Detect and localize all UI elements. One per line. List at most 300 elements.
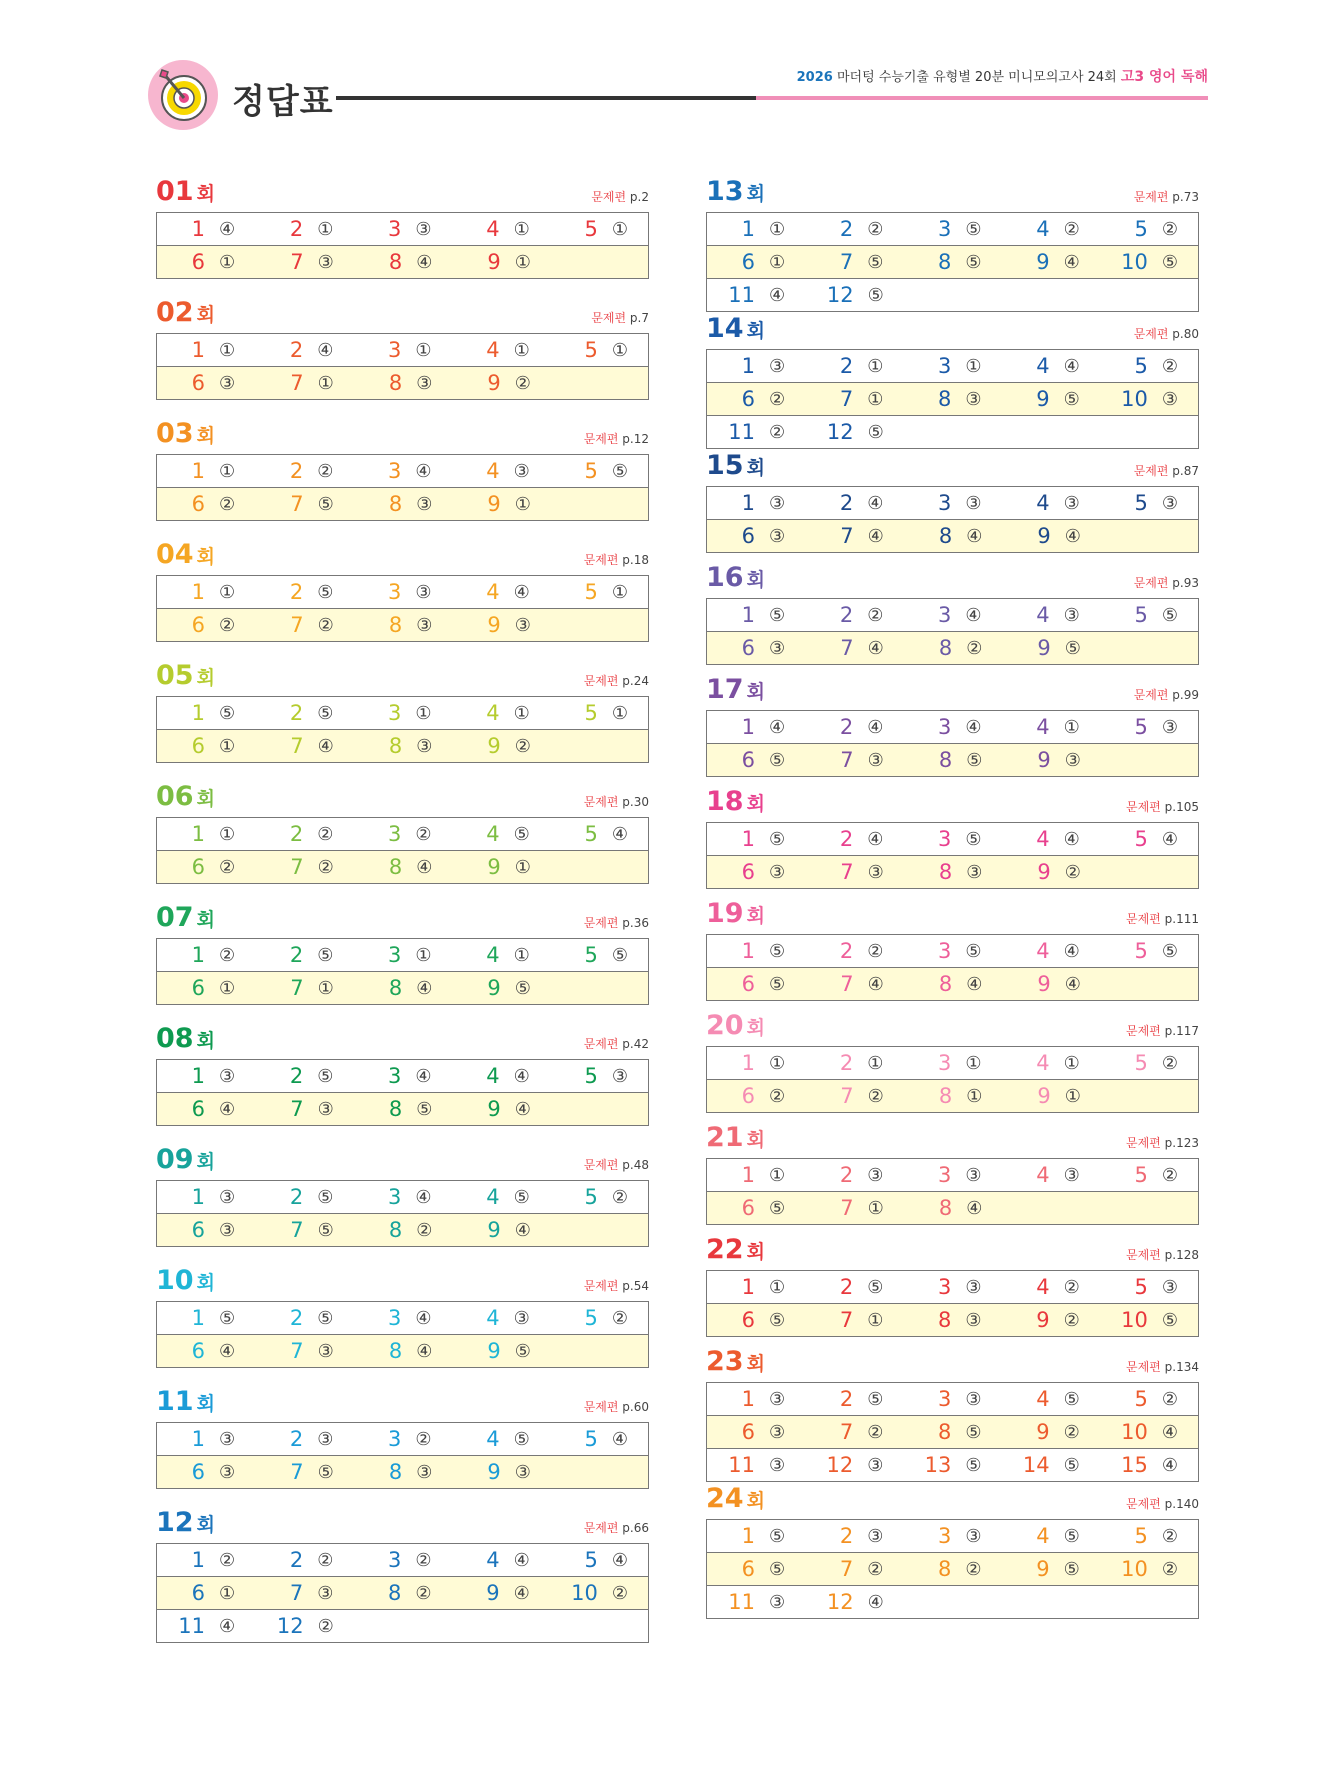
- answer-cell: [353, 459, 451, 483]
- exam-block-header: [706, 670, 1199, 710]
- exam-page-ref: [584, 1519, 649, 1536]
- question-number: 1: [191, 580, 205, 604]
- answer-choice: ④: [317, 339, 334, 361]
- answer-cell: [255, 1548, 353, 1572]
- exam-hoe-label: 회: [196, 1272, 215, 1294]
- answer-cell: [353, 338, 451, 362]
- question-number: 1: [191, 1064, 205, 1088]
- answer-choice: ③: [867, 749, 884, 771]
- answer-choice: ④: [867, 525, 884, 547]
- question-number: 4: [486, 1306, 500, 1330]
- answer-choice: ⑤: [416, 1098, 433, 1120]
- answer-cell: [157, 217, 255, 241]
- answer-choice: ⑤: [965, 1421, 982, 1443]
- question-number: 4: [1036, 1051, 1050, 1075]
- answer-choice: ②: [415, 1549, 432, 1571]
- answer-choice: ②: [769, 1085, 786, 1107]
- question-number: 3: [938, 939, 952, 963]
- question-number: 5: [1134, 1051, 1148, 1075]
- question-number: 6: [191, 492, 205, 516]
- question-number: 8: [938, 636, 953, 660]
- question-number: 10: [1121, 1420, 1148, 1444]
- question-number: 3: [938, 1275, 952, 1299]
- question-number: 7: [839, 1308, 854, 1332]
- question-number: 9: [1037, 636, 1051, 660]
- exam-block-header: [156, 777, 649, 817]
- page-ref-label: 문제편: [1126, 800, 1161, 814]
- answer-cell: [354, 250, 453, 274]
- question-number: 4: [486, 1427, 500, 1451]
- question-number: 1: [741, 491, 755, 515]
- answer-grid: [156, 333, 649, 400]
- answer-choice: ①: [219, 735, 236, 757]
- answer-choice: ③: [965, 1525, 982, 1547]
- answer-cell: [157, 1427, 255, 1451]
- answer-choice: ⑤: [769, 940, 786, 962]
- answer-choice: ①: [769, 1164, 786, 1186]
- answer-cell: [353, 822, 451, 846]
- answer-cell: [707, 1163, 805, 1187]
- question-number: 8: [938, 250, 952, 274]
- answer-choice: ③: [769, 1591, 786, 1613]
- exam-block-09: [156, 1140, 649, 1247]
- question-number: 1: [191, 1548, 205, 1572]
- question-number: 12: [826, 1453, 854, 1477]
- question-number: 8: [938, 860, 953, 884]
- answer-cell: [903, 387, 1001, 411]
- answer-choice: ③: [1161, 1276, 1178, 1298]
- exam-hoe-label: 회: [746, 1490, 765, 1512]
- exam-page-ref: [591, 309, 649, 326]
- question-number: 11: [728, 283, 755, 307]
- answer-cell: [1002, 827, 1100, 851]
- answer-cell: [1100, 1051, 1198, 1075]
- answer-cell: [707, 491, 805, 515]
- question-number: 2: [289, 1064, 304, 1088]
- answer-cell: [1002, 217, 1100, 241]
- question-number: 12: [826, 1590, 854, 1614]
- answer-choice: ②: [317, 856, 334, 878]
- answer-cell: [805, 1453, 903, 1477]
- exam-block-header: [706, 1118, 1199, 1158]
- question-number: 1: [741, 827, 755, 851]
- answer-choice: ②: [1161, 355, 1178, 377]
- answer-choice: ③: [965, 1388, 982, 1410]
- exam-hoe-label: 회: [746, 1017, 765, 1039]
- question-number: 5: [1134, 1387, 1148, 1411]
- question-number: 8: [388, 250, 403, 274]
- question-number: 7: [290, 250, 304, 274]
- answer-choice: ①: [611, 702, 628, 724]
- answer-choice: ①: [219, 823, 236, 845]
- exam-block-12: [156, 1503, 649, 1643]
- answer-cell: [1100, 354, 1198, 378]
- question-number: 7: [290, 1339, 304, 1363]
- answer-choice: ②: [415, 1428, 432, 1450]
- answer-choice: ④: [1064, 973, 1081, 995]
- answer-choice: ④: [867, 716, 884, 738]
- answer-choice: ②: [611, 1582, 628, 1604]
- answer-choice: ①: [867, 388, 884, 410]
- exam-block-header: [156, 898, 649, 938]
- question-number: 1: [741, 939, 755, 963]
- answer-cell: [903, 491, 1001, 515]
- question-number: 6: [191, 1097, 205, 1121]
- question-number: 7: [840, 1084, 854, 1108]
- answer-cell: [1003, 972, 1102, 996]
- exam-hoe-label: 회: [196, 1514, 215, 1536]
- question-number: 6: [741, 1557, 755, 1581]
- question-number: 7: [290, 613, 304, 637]
- answer-choice: ④: [966, 1197, 983, 1219]
- exam-number: [706, 1483, 765, 1514]
- exam-block-header: [156, 1019, 649, 1059]
- answer-choice: ⑤: [317, 1461, 334, 1483]
- page-ref-label: 문제편: [583, 674, 619, 688]
- exam-number-value: 19: [706, 898, 744, 929]
- answer-cell: [256, 1614, 355, 1638]
- answer-cell: [805, 1275, 903, 1299]
- answer-cell: [354, 855, 453, 879]
- title-rule: [336, 96, 756, 100]
- exam-block-17: [706, 670, 1199, 777]
- question-number: 9: [487, 1218, 501, 1242]
- question-number: 9: [487, 976, 501, 1000]
- answer-choice: ①: [513, 339, 530, 361]
- answer-cell: [707, 250, 805, 274]
- answer-choice: ④: [416, 251, 433, 273]
- question-number: 8: [388, 492, 403, 516]
- answer-choice: ①: [769, 1052, 786, 1074]
- answer-choice: ③: [219, 1461, 236, 1483]
- answer-cell: [157, 976, 256, 1000]
- question-number: 1: [191, 459, 205, 483]
- exam-number-value: 08: [156, 1023, 194, 1054]
- question-number: 15: [1121, 1453, 1148, 1477]
- answer-choice: ③: [219, 1428, 236, 1450]
- question-number: 7: [290, 1218, 304, 1242]
- exam-block-header: [706, 309, 1199, 349]
- answer-cell: [550, 701, 648, 725]
- answer-cell: [1002, 1275, 1100, 1299]
- answer-cell: [1100, 217, 1198, 241]
- answer-row: [157, 971, 648, 1004]
- question-number: 4: [486, 338, 500, 362]
- answer-choice: ③: [415, 581, 432, 603]
- question-number: 6: [741, 1196, 755, 1220]
- question-number: 1: [741, 1387, 755, 1411]
- answer-cell: [452, 1427, 550, 1451]
- answer-choice: ⑤: [867, 421, 884, 443]
- exam-number-value: 11: [156, 1386, 194, 1417]
- answer-cell: [157, 1218, 256, 1242]
- question-number: 4: [1036, 354, 1050, 378]
- exam-block-22: [706, 1230, 1199, 1337]
- question-number: 7: [839, 1420, 854, 1444]
- answer-choice: ②: [611, 1186, 628, 1208]
- answer-choice: ⑤: [219, 1307, 236, 1329]
- page-ref-value: p.117: [1164, 1024, 1199, 1038]
- answer-cell: [707, 1453, 805, 1477]
- question-number: 4: [486, 217, 500, 241]
- answer-cell: [354, 1218, 453, 1242]
- exam-page-ref: [1126, 1134, 1199, 1151]
- answer-choice: ⑤: [513, 1428, 530, 1450]
- question-number: 10: [1121, 387, 1148, 411]
- answer-cell: [256, 734, 355, 758]
- answer-cell: [1100, 1557, 1198, 1581]
- answer-choice: ④: [415, 460, 432, 482]
- answer-row: [157, 1576, 648, 1609]
- answer-choice: ⑤: [1161, 940, 1178, 962]
- question-number: 6: [191, 1460, 205, 1484]
- answer-choice: ③: [1063, 604, 1080, 626]
- answer-choice: ④: [219, 1615, 236, 1637]
- page-ref-value: p.42: [622, 1037, 649, 1051]
- question-number: 9: [487, 371, 501, 395]
- exam-block-07: [156, 898, 649, 1005]
- answer-choice: ⑤: [317, 1186, 334, 1208]
- answer-cell: [1002, 1420, 1100, 1444]
- question-number: 2: [839, 939, 854, 963]
- answer-choice: ⑤: [317, 493, 334, 515]
- answer-choice: ⑤: [965, 940, 982, 962]
- exam-block-24: [706, 1479, 1199, 1619]
- answer-choice: ②: [867, 604, 884, 626]
- answer-choice: ③: [415, 218, 432, 240]
- page-ref-label: 문제편: [1126, 912, 1161, 926]
- question-number: 2: [839, 715, 854, 739]
- answer-choice: ①: [769, 218, 786, 240]
- answer-cell: [707, 1387, 805, 1411]
- question-number: 3: [938, 1163, 952, 1187]
- question-number: 10: [1121, 1308, 1148, 1332]
- answer-choice: ③: [1064, 749, 1081, 771]
- exam-page-ref: [584, 551, 649, 568]
- exam-number: [156, 1265, 215, 1296]
- page-ref-label: 문제편: [583, 795, 619, 809]
- answer-choice: ⑤: [867, 1388, 884, 1410]
- answer-choice: ③: [317, 251, 334, 273]
- answer-cell: [805, 1387, 903, 1411]
- answer-choice: ⑤: [1063, 1525, 1080, 1547]
- answer-choice: ④: [513, 1582, 530, 1604]
- answer-choice: ④: [965, 604, 982, 626]
- answer-choice: ⑤: [965, 1454, 982, 1476]
- answer-choice: ④: [219, 1340, 236, 1362]
- answer-cell: [353, 217, 451, 241]
- question-number: 5: [584, 822, 598, 846]
- answer-choice: ④: [1063, 251, 1080, 273]
- answer-cell: [1003, 748, 1102, 772]
- answer-cell: [354, 613, 453, 637]
- answer-cell: [453, 492, 552, 516]
- answer-cell: [453, 613, 552, 637]
- answer-cell: [1100, 491, 1198, 515]
- answer-cell: [903, 1420, 1001, 1444]
- exam-block-13: [706, 172, 1199, 312]
- exam-block-header: [156, 1503, 649, 1543]
- exam-hoe-label: 회: [196, 788, 215, 810]
- question-number: 4: [486, 580, 500, 604]
- page-ref-label: 문제편: [583, 1158, 619, 1172]
- answer-choice: ①: [317, 977, 334, 999]
- answer-cell: [1002, 715, 1100, 739]
- answer-row: [157, 366, 648, 399]
- answer-cell: [256, 1339, 355, 1363]
- answer-choice: ③: [769, 1454, 786, 1476]
- exam-hoe-label: 회: [196, 304, 215, 326]
- answer-choice: ⑤: [965, 218, 982, 240]
- page-ref-value: p.2: [629, 190, 649, 204]
- answer-cell: [452, 1185, 550, 1209]
- answer-cell: [903, 603, 1001, 627]
- exam-number: [156, 1507, 215, 1538]
- answer-grid: [706, 1519, 1199, 1619]
- exam-hoe-label: 회: [196, 1393, 215, 1415]
- answer-choice: ①: [317, 218, 334, 240]
- answer-cell: [707, 1051, 805, 1075]
- answer-choice: ②: [1161, 1388, 1178, 1410]
- exam-number-value: 14: [706, 313, 744, 344]
- target-icon: [148, 60, 218, 130]
- answer-cell: [806, 1084, 905, 1108]
- answer-choice: ④: [514, 1098, 531, 1120]
- answer-cell: [550, 580, 648, 604]
- answer-choice: ④: [219, 218, 236, 240]
- answer-cell: [1002, 1051, 1100, 1075]
- answer-cell: [353, 1581, 451, 1605]
- answer-choice: ⑤: [769, 1309, 786, 1331]
- answer-cell: [157, 1306, 255, 1330]
- exam-page-ref: [1126, 1495, 1199, 1512]
- answer-cell: [157, 701, 255, 725]
- question-number: 8: [388, 1218, 403, 1242]
- answer-cell: [256, 613, 355, 637]
- question-number: 8: [938, 524, 953, 548]
- question-number: 9: [487, 855, 501, 879]
- answer-grid: [706, 349, 1199, 449]
- exam-number-value: 23: [706, 1346, 744, 1377]
- answer-cell: [452, 701, 550, 725]
- answer-cell: [903, 1308, 1001, 1332]
- answer-choice: ⑤: [769, 1197, 786, 1219]
- exam-number-value: 22: [706, 1234, 744, 1265]
- answer-grid: [706, 710, 1199, 777]
- question-number: 3: [388, 580, 402, 604]
- page-ref-label: 문제편: [591, 311, 627, 325]
- answer-row: [707, 599, 1198, 631]
- answer-choice: ⑤: [769, 604, 786, 626]
- question-number: 8: [388, 1097, 403, 1121]
- answer-row: [157, 1423, 648, 1455]
- book-grade: 고3 영어 독해: [1120, 69, 1208, 85]
- exam-number-value: 07: [156, 902, 194, 933]
- question-number: 3: [388, 1427, 402, 1451]
- page-ref-label: 문제편: [1133, 464, 1169, 478]
- question-number: 4: [1036, 217, 1050, 241]
- question-number: 1: [191, 943, 205, 967]
- answer-cell: [550, 1306, 648, 1330]
- answer-choice: ②: [219, 614, 236, 636]
- question-number: 13: [924, 1453, 952, 1477]
- answer-choice: ④: [867, 1591, 884, 1613]
- answer-choice: ①: [1064, 1085, 1081, 1107]
- question-number: 1: [741, 1275, 755, 1299]
- question-number: 6: [741, 524, 755, 548]
- question-number: 1: [741, 1051, 755, 1075]
- answer-cell: [452, 338, 550, 362]
- answer-choice: ④: [415, 1307, 432, 1329]
- exam-number: [156, 1144, 215, 1175]
- question-number: 6: [741, 1308, 755, 1332]
- question-number: 9: [487, 613, 501, 637]
- exam-number: [706, 313, 765, 344]
- exam-block-18: [706, 782, 1199, 889]
- exam-number: [706, 1010, 765, 1041]
- answer-cell: [805, 1163, 903, 1187]
- question-number: 9: [1037, 748, 1051, 772]
- answer-choice: ③: [1161, 388, 1178, 410]
- answer-cell: [255, 1306, 353, 1330]
- answer-cell: [1003, 860, 1102, 884]
- answer-choice: ③: [769, 492, 786, 514]
- answer-choice: ⑤: [769, 1525, 786, 1547]
- answer-choice: ⑤: [317, 1307, 334, 1329]
- answer-row: [707, 278, 1198, 311]
- question-number: 8: [388, 855, 403, 879]
- answer-choice: ④: [513, 1549, 530, 1571]
- question-number: 5: [1134, 1163, 1148, 1187]
- answer-cell: [550, 338, 648, 362]
- answer-choice: ②: [317, 1549, 334, 1571]
- exam-hoe-label: 회: [746, 320, 765, 342]
- answer-grid: [156, 1059, 649, 1126]
- answer-choice: ④: [415, 1186, 432, 1208]
- question-number: 2: [289, 338, 304, 362]
- answer-choice: ④: [1161, 1454, 1178, 1476]
- answer-choice: ③: [965, 1309, 982, 1331]
- question-number: 6: [191, 1581, 205, 1605]
- question-number: 6: [741, 860, 755, 884]
- answer-cell: [453, 371, 552, 395]
- answer-choice: ④: [219, 1098, 236, 1120]
- answer-grid: [706, 212, 1199, 312]
- question-number: 6: [191, 976, 205, 1000]
- answer-choice: ⑤: [513, 823, 530, 845]
- answer-choice: ④: [1063, 828, 1080, 850]
- question-number: 4: [486, 1064, 500, 1088]
- answer-cell: [707, 1557, 805, 1581]
- answer-cell: [805, 715, 903, 739]
- answer-choice: ③: [965, 1276, 982, 1298]
- answer-choice: ②: [317, 460, 334, 482]
- question-number: 5: [1134, 1524, 1148, 1548]
- answer-cell: [354, 976, 453, 1000]
- exam-number-value: 15: [706, 450, 744, 481]
- answer-grid: [706, 822, 1199, 889]
- answer-choice: ①: [219, 339, 236, 361]
- question-number: 10: [571, 1581, 598, 1605]
- exam-block-10: [156, 1261, 649, 1368]
- answer-choice: ②: [219, 856, 236, 878]
- question-number: 9: [1037, 1084, 1051, 1108]
- answer-choice: ②: [867, 1558, 884, 1580]
- answer-cell: [903, 1163, 1001, 1187]
- answer-row: [707, 823, 1198, 855]
- question-number: 3: [938, 1051, 952, 1075]
- answer-cell: [353, 1064, 451, 1088]
